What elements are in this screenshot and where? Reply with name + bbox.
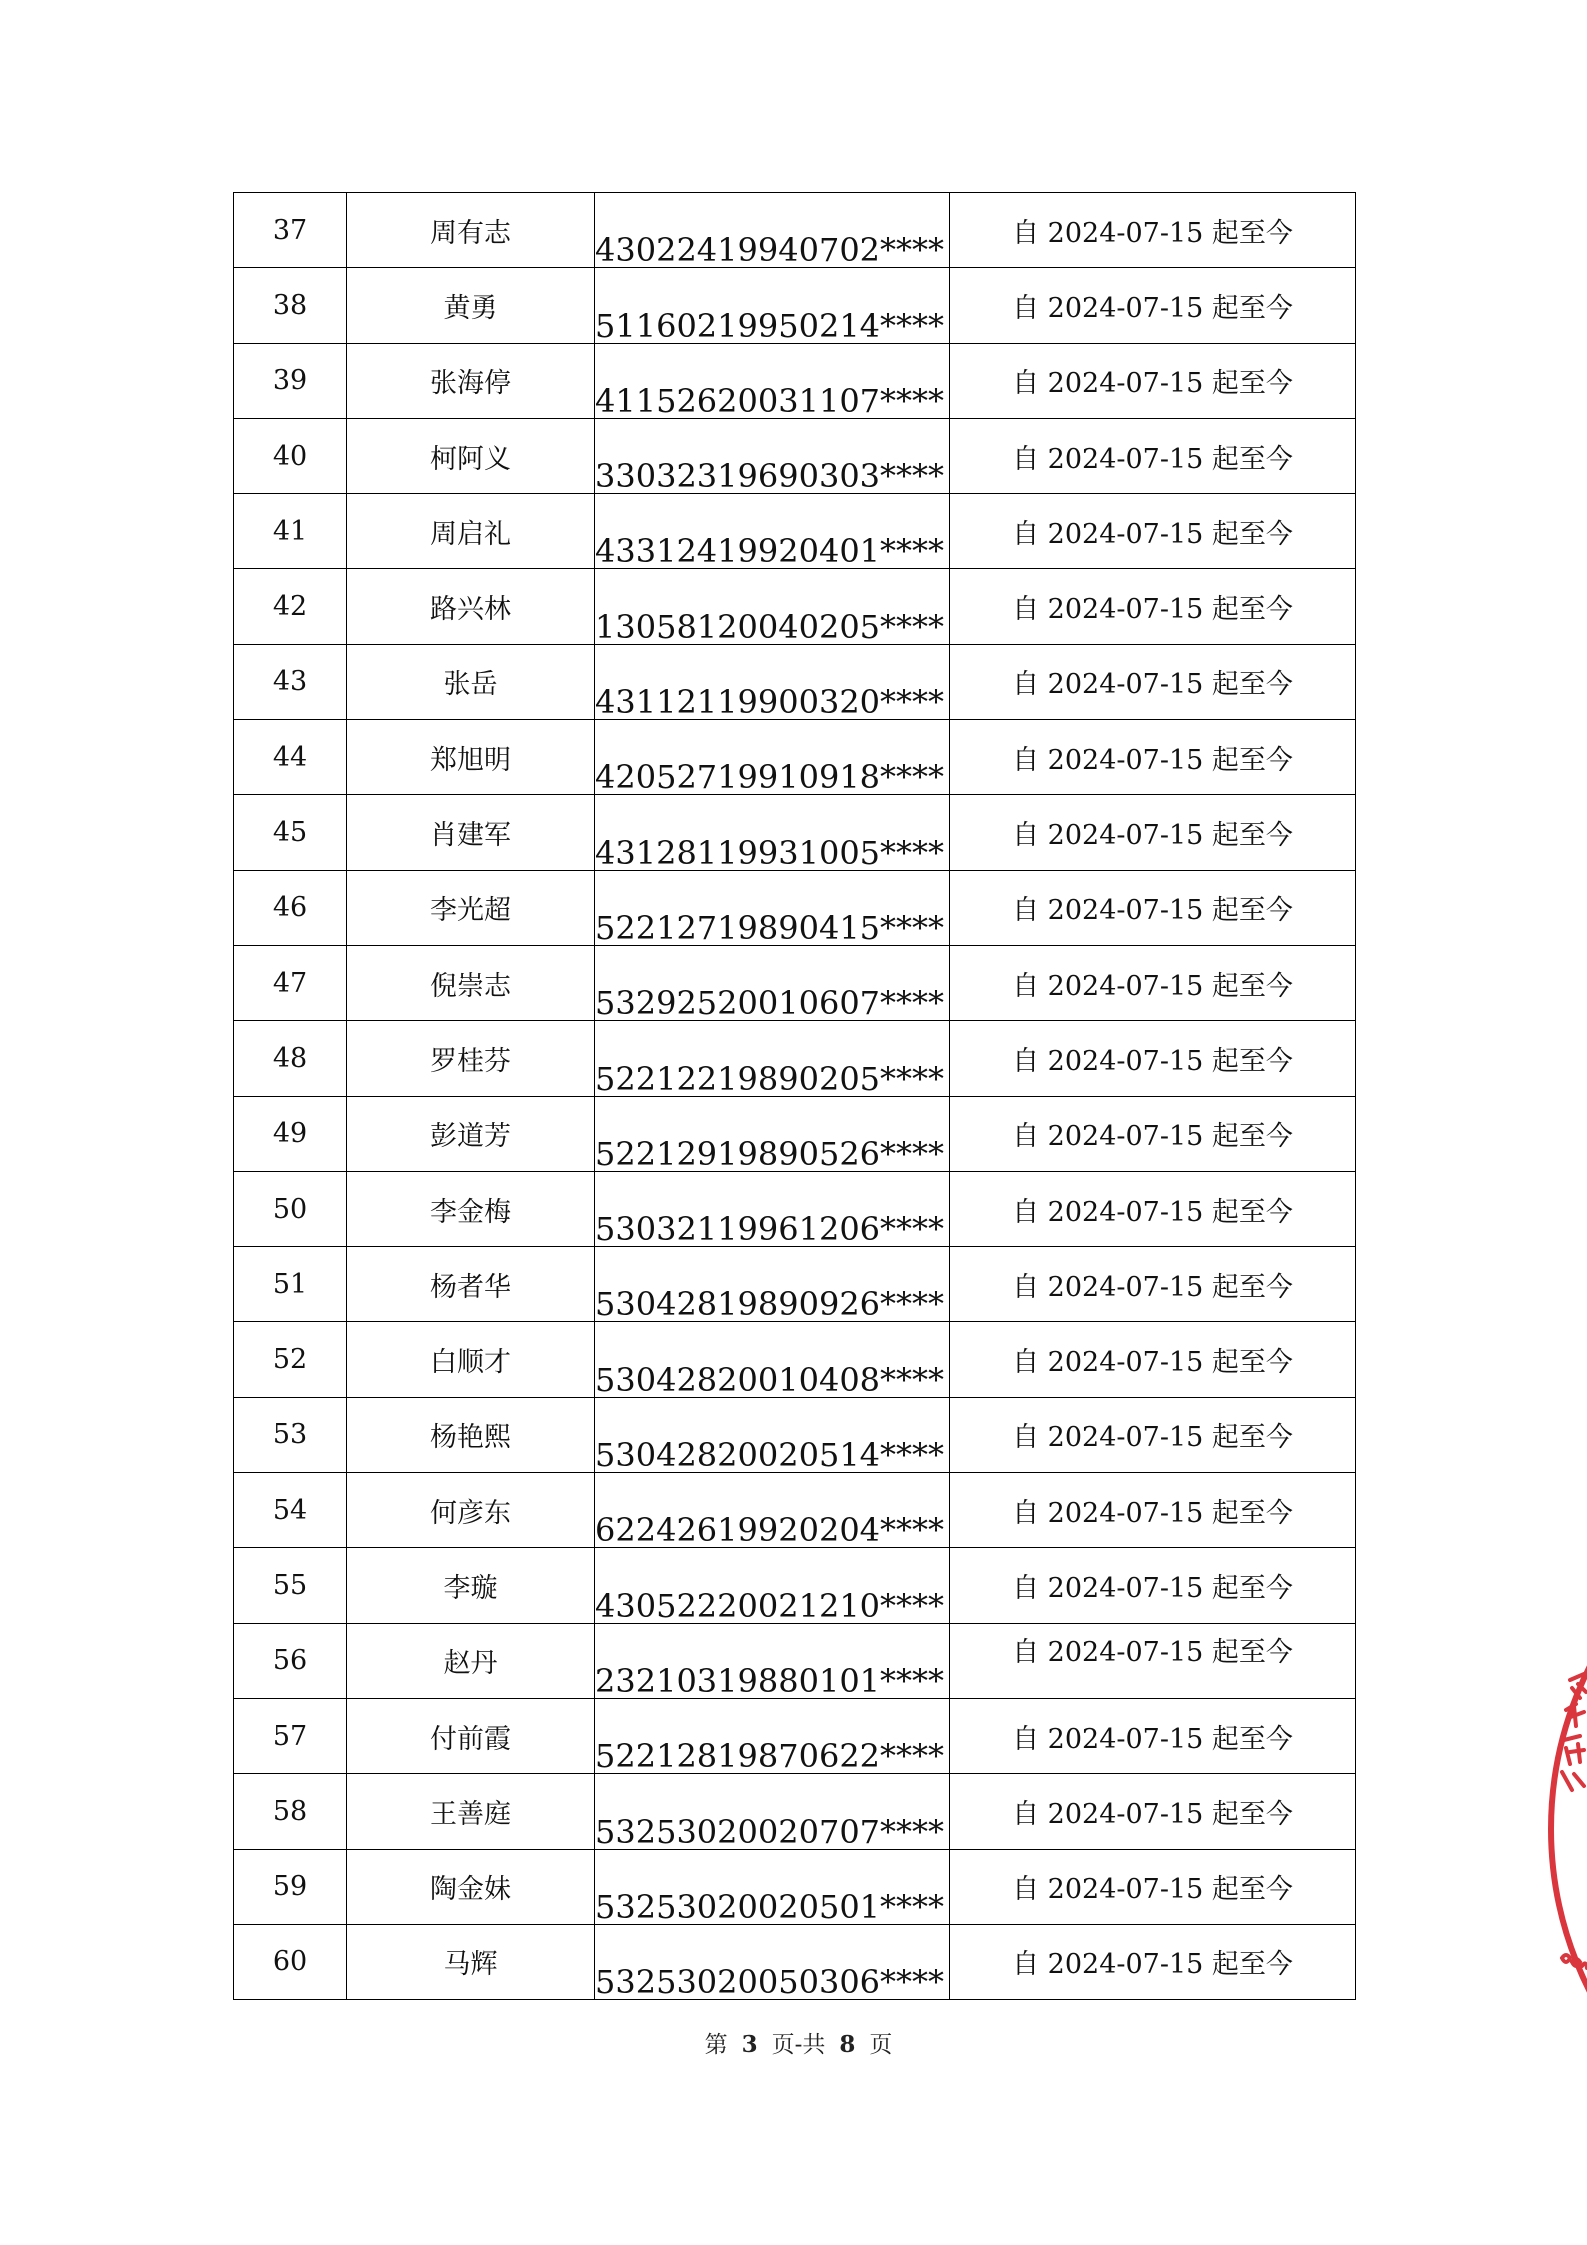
name-cell: 张岳: [347, 644, 595, 719]
name-cell: 何彦东: [347, 1473, 595, 1548]
row-number-cell: 55: [234, 1548, 347, 1623]
row-number-cell: 52: [234, 1322, 347, 1397]
table-row: [234, 1171, 1356, 1246]
table-row: [234, 1849, 1356, 1924]
period-cell: 自 2024-07-15 起至今: [950, 1548, 1356, 1623]
id-number-cell: 43022419940702****: [595, 193, 950, 268]
name-cell: 杨者华: [347, 1247, 595, 1322]
name-cell: 倪崇志: [347, 945, 595, 1020]
table-row: [234, 193, 1356, 268]
row-number-cell: 56: [234, 1623, 347, 1698]
period-cell: 自 2024-07-15 起至今: [950, 720, 1356, 795]
period-cell: 自 2024-07-15 起至今: [950, 1247, 1356, 1322]
row-number-cell: 39: [234, 343, 347, 418]
row-number-cell: 41: [234, 494, 347, 569]
id-number-cell: 53032119961206****: [595, 1171, 950, 1246]
table-row: [234, 418, 1356, 493]
table-row: [234, 494, 1356, 569]
table-row: [234, 1473, 1356, 1548]
row-number-cell: 57: [234, 1698, 347, 1773]
current-page-number: 3: [741, 2031, 758, 2058]
period-cell: 自 2024-07-15 起至今: [950, 945, 1356, 1020]
table-row: [234, 268, 1356, 343]
name-cell: 路兴林: [347, 569, 595, 644]
id-number-cell: 52212719890415****: [595, 870, 950, 945]
period-cell: 自 2024-07-15 起至今: [950, 494, 1356, 569]
row-number-cell: 51: [234, 1247, 347, 1322]
table-row: [234, 720, 1356, 795]
id-number-cell: 43052220021210****: [595, 1548, 950, 1623]
name-cell: 赵丹: [347, 1623, 595, 1698]
table-row: [234, 1698, 1356, 1773]
table-row: [234, 945, 1356, 1020]
id-number-cell: 52212919890526****: [595, 1096, 950, 1171]
table-row: [234, 795, 1356, 870]
row-number-cell: 42: [234, 569, 347, 644]
period-cell: 自 2024-07-15 起至今: [950, 1924, 1356, 1999]
row-number-cell: 53: [234, 1397, 347, 1472]
footer-prefix: 第: [704, 2032, 728, 2058]
id-number-cell: 51160219950214****: [595, 268, 950, 343]
name-cell: 郑旭明: [347, 720, 595, 795]
id-number-cell: 41152620031107****: [595, 343, 950, 418]
name-cell: 杨艳熙: [347, 1397, 595, 1472]
personnel-table: [233, 192, 1356, 2000]
id-number-cell: 52212219890205****: [595, 1021, 950, 1096]
table-row: [234, 1623, 1356, 1698]
row-number-cell: 50: [234, 1171, 347, 1246]
id-number-cell: 43112119900320****: [595, 644, 950, 719]
row-number-cell: 54: [234, 1473, 347, 1548]
period-cell: 自 2024-07-15 起至今: [950, 268, 1356, 343]
name-cell: 李光超: [347, 870, 595, 945]
row-number-cell: 37: [234, 193, 347, 268]
id-number-cell: 53042820010408****: [595, 1322, 950, 1397]
name-cell: 罗桂芬: [347, 1021, 595, 1096]
name-cell: 黄勇: [347, 268, 595, 343]
period-cell: 自 2024-07-15 起至今: [950, 1849, 1356, 1924]
id-number-cell: 13058120040205****: [595, 569, 950, 644]
table-row: [234, 343, 1356, 418]
row-number-cell: 49: [234, 1096, 347, 1171]
name-cell: 付前霞: [347, 1698, 595, 1773]
name-cell: 李金梅: [347, 1171, 595, 1246]
id-number-cell: 43128119931005****: [595, 795, 950, 870]
period-cell: 自 2024-07-15 起至今: [950, 1774, 1356, 1849]
row-number-cell: 45: [234, 795, 347, 870]
period-cell: 自 2024-07-15 起至今: [950, 1021, 1356, 1096]
id-number-cell: 62242619920204****: [595, 1473, 950, 1548]
row-number-cell: 58: [234, 1774, 347, 1849]
id-number-cell: 53292520010607****: [595, 945, 950, 1020]
period-cell: 自 2024-07-15 起至今: [950, 644, 1356, 719]
name-cell: 彭道芳: [347, 1096, 595, 1171]
row-number-cell: 60: [234, 1924, 347, 1999]
id-number-cell: 53253020050306****: [595, 1924, 950, 1999]
row-number-cell: 46: [234, 870, 347, 945]
table-row: [234, 1397, 1356, 1472]
period-cell: 自 2024-07-15 起至今: [950, 1623, 1356, 1698]
period-cell: 自 2024-07-15 起至今: [950, 1397, 1356, 1472]
footer-suffix: 页: [869, 2032, 893, 2058]
id-number-cell: 23210319880101****: [595, 1623, 950, 1698]
total-pages-number: 8: [839, 2031, 856, 2058]
row-number-cell: 38: [234, 268, 347, 343]
name-cell: 肖建军: [347, 795, 595, 870]
period-cell: 自 2024-07-15 起至今: [950, 870, 1356, 945]
id-number-cell: 43312419920401****: [595, 494, 950, 569]
table-row: [234, 1021, 1356, 1096]
name-cell: 周有志: [347, 193, 595, 268]
period-cell: 自 2024-07-15 起至今: [950, 1698, 1356, 1773]
period-cell: 自 2024-07-15 起至今: [950, 418, 1356, 493]
name-cell: 李璇: [347, 1548, 595, 1623]
table-row: [234, 870, 1356, 945]
row-number-cell: 43: [234, 644, 347, 719]
period-cell: 自 2024-07-15 起至今: [950, 1322, 1356, 1397]
id-number-cell: 42052719910918****: [595, 720, 950, 795]
official-seal: [1540, 1640, 1587, 2010]
row-number-cell: 40: [234, 418, 347, 493]
table-row: [234, 1548, 1356, 1623]
id-number-cell: 53253020020707****: [595, 1774, 950, 1849]
period-cell: 自 2024-07-15 起至今: [950, 1473, 1356, 1548]
name-cell: 王善庭: [347, 1774, 595, 1849]
id-number-cell: 53042819890926****: [595, 1247, 950, 1322]
id-number-cell: 33032319690303****: [595, 418, 950, 493]
name-cell: 陶金妹: [347, 1849, 595, 1924]
period-cell: 自 2024-07-15 起至今: [950, 569, 1356, 644]
table-row: [234, 1774, 1356, 1849]
table-row: [234, 1322, 1356, 1397]
table-row: [234, 1096, 1356, 1171]
period-cell: 自 2024-07-15 起至今: [950, 1096, 1356, 1171]
id-number-cell: 53253020020501****: [595, 1849, 950, 1924]
name-cell: 柯阿义: [347, 418, 595, 493]
row-number-cell: 47: [234, 945, 347, 1020]
period-cell: 自 2024-07-15 起至今: [950, 193, 1356, 268]
table-row: [234, 569, 1356, 644]
period-cell: 自 2024-07-15 起至今: [950, 795, 1356, 870]
table-row: [234, 1924, 1356, 1999]
name-cell: 周启礼: [347, 494, 595, 569]
footer-middle: 页-共: [771, 2032, 826, 2058]
table-row: [234, 644, 1356, 719]
table-row: [234, 1247, 1356, 1322]
name-cell: 马辉: [347, 1924, 595, 1999]
row-number-cell: 44: [234, 720, 347, 795]
page-footer: [0, 2026, 1587, 2059]
personnel-table-body: [234, 193, 1356, 2000]
row-number-cell: 48: [234, 1021, 347, 1096]
id-number-cell: 52212819870622****: [595, 1698, 950, 1773]
id-number-cell: 53042820020514****: [595, 1397, 950, 1472]
period-cell: 自 2024-07-15 起至今: [950, 343, 1356, 418]
name-cell: 张海停: [347, 343, 595, 418]
name-cell: 白顺才: [347, 1322, 595, 1397]
row-number-cell: 59: [234, 1849, 347, 1924]
period-cell: 自 2024-07-15 起至今: [950, 1171, 1356, 1246]
